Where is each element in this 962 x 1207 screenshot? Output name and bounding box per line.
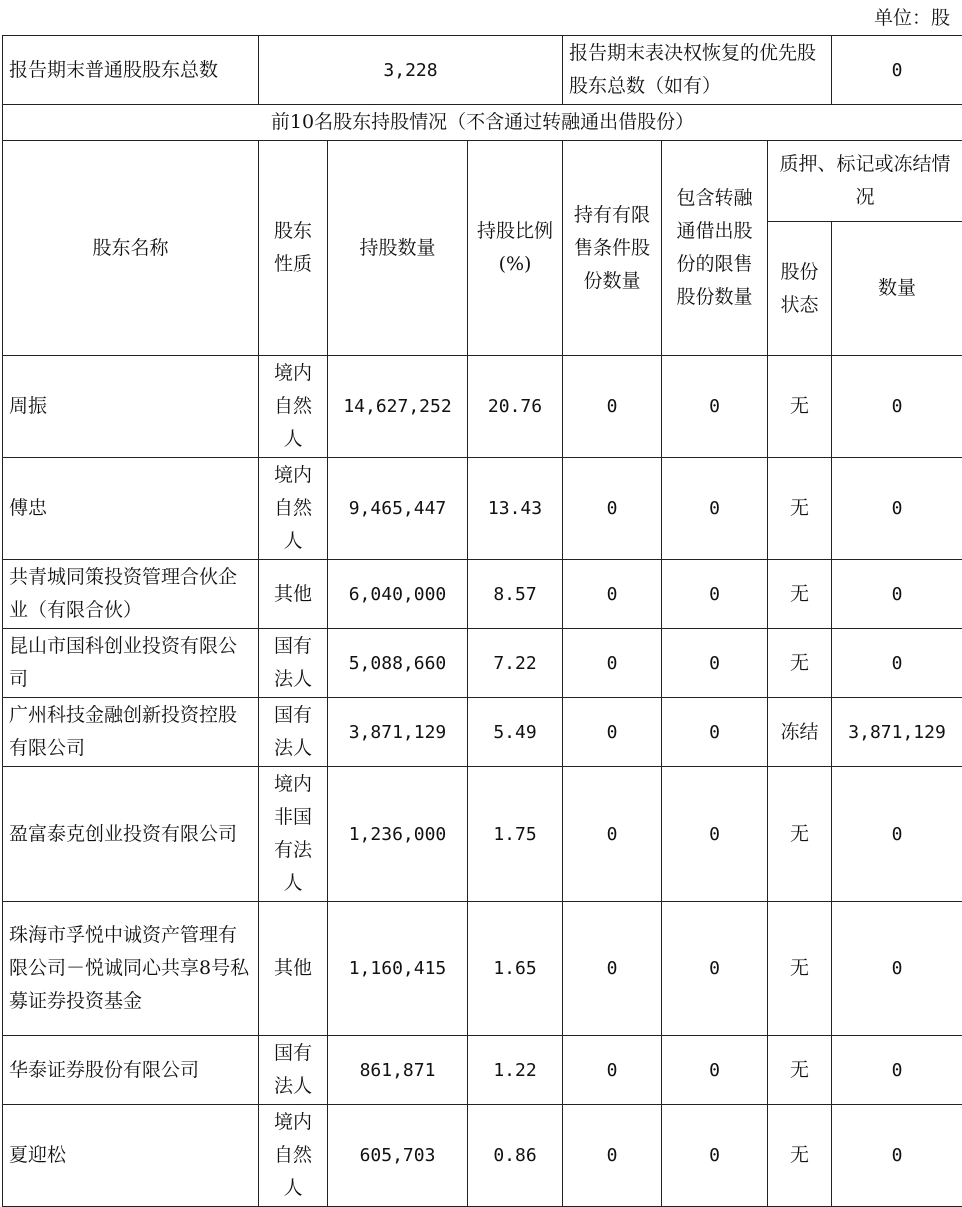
share-quantity: 6,040,000 xyxy=(328,560,468,629)
share-quantity: 861,871 xyxy=(328,1036,468,1105)
shareholder-nature: 国有法人 xyxy=(259,629,328,698)
restricted-shares: 0 xyxy=(563,356,662,458)
common-holders-label: 报告期末普通股股东总数 xyxy=(3,36,259,105)
restricted-shares: 0 xyxy=(563,1105,662,1207)
summary-row xyxy=(3,36,962,105)
lending-shares: 0 xyxy=(662,1036,768,1105)
pledge-quantity: 0 xyxy=(832,767,962,902)
shareholder-nature: 其他 xyxy=(259,902,328,1036)
restricted-shares: 0 xyxy=(563,698,662,767)
shareholder-name: 盈富泰克创业投资有限公司 xyxy=(3,767,259,902)
restricted-shares: 0 xyxy=(563,1036,662,1105)
pledge-status: 无 xyxy=(768,458,832,560)
lending-shares: 0 xyxy=(662,356,768,458)
shareholder-name: 珠海市孚悦中诚资产管理有限公司－悦诚同心共享8号私募证券投资基金 xyxy=(3,902,259,1036)
table-row xyxy=(3,629,962,698)
share-ratio: 1.75 xyxy=(468,767,563,902)
pledge-status: 无 xyxy=(768,356,832,458)
shareholder-name: 昆山市国科创业投资有限公司 xyxy=(3,629,259,698)
shareholder-nature: 境内自然人 xyxy=(259,458,328,560)
restricted-shares: 0 xyxy=(563,767,662,902)
table-row xyxy=(3,1036,962,1105)
table-row xyxy=(3,902,962,1036)
lending-shares: 0 xyxy=(662,698,768,767)
table-row xyxy=(3,560,962,629)
pledge-quantity: 0 xyxy=(832,356,962,458)
share-ratio: 7.22 xyxy=(468,629,563,698)
lending-shares: 0 xyxy=(662,1105,768,1207)
pledge-status: 无 xyxy=(768,767,832,902)
table-row xyxy=(3,698,962,767)
header-quantity: 持股数量 xyxy=(328,141,468,356)
restricted-shares: 0 xyxy=(563,902,662,1036)
restricted-shares: 0 xyxy=(563,560,662,629)
header-pledge-qty: 数量 xyxy=(832,222,962,356)
share-ratio: 1.22 xyxy=(468,1036,563,1105)
pledge-status: 无 xyxy=(768,629,832,698)
share-quantity: 5,088,660 xyxy=(328,629,468,698)
share-quantity: 3,871,129 xyxy=(328,698,468,767)
common-holders-value: 3,228 xyxy=(259,36,563,105)
share-quantity: 1,160,415 xyxy=(328,902,468,1036)
shareholder-name: 傅忠 xyxy=(3,458,259,560)
pledge-quantity: 3,871,129 xyxy=(832,698,962,767)
share-ratio: 0.86 xyxy=(468,1105,563,1207)
shareholder-nature: 国有法人 xyxy=(259,698,328,767)
table-row xyxy=(3,767,962,902)
table-row xyxy=(3,458,962,560)
header-lending: 包含转融通借出股份的限售股份数量 xyxy=(662,141,768,356)
header-restricted: 持有有限售条件股份数量 xyxy=(563,141,662,356)
shareholder-name: 广州科技金融创新投资控股有限公司 xyxy=(3,698,259,767)
share-quantity: 9,465,447 xyxy=(328,458,468,560)
share-ratio: 5.49 xyxy=(468,698,563,767)
header-pledge-group: 质押、标记或冻结情况 xyxy=(768,141,962,222)
section-title: 前10名股东持股情况（不含通过转融通出借股份） xyxy=(3,105,962,141)
lending-shares: 0 xyxy=(662,629,768,698)
pledge-quantity: 0 xyxy=(832,458,962,560)
shareholder-nature: 境内非国有法人 xyxy=(259,767,328,902)
lending-shares: 0 xyxy=(662,767,768,902)
pledge-status: 无 xyxy=(768,902,832,1036)
table-row xyxy=(3,356,962,458)
lending-shares: 0 xyxy=(662,458,768,560)
share-quantity: 1,236,000 xyxy=(328,767,468,902)
pledge-quantity: 0 xyxy=(832,1105,962,1207)
header-name: 股东名称 xyxy=(3,141,259,356)
pledge-status: 无 xyxy=(768,1036,832,1105)
shareholder-name: 共青城同策投资管理合伙企业（有限合伙） xyxy=(3,560,259,629)
pledge-quantity: 0 xyxy=(832,902,962,1036)
header-nature: 股东性质 xyxy=(259,141,328,356)
lending-shares: 0 xyxy=(662,902,768,1036)
share-quantity: 605,703 xyxy=(328,1105,468,1207)
shareholder-name: 周振 xyxy=(3,356,259,458)
lending-shares: 0 xyxy=(662,560,768,629)
pledge-status: 无 xyxy=(768,1105,832,1207)
shareholder-name: 夏迎松 xyxy=(3,1105,259,1207)
pledge-status: 冻结 xyxy=(768,698,832,767)
share-ratio: 20.76 xyxy=(468,356,563,458)
table-row xyxy=(3,1105,962,1207)
share-ratio: 13.43 xyxy=(468,458,563,560)
share-ratio: 8.57 xyxy=(468,560,563,629)
shareholder-nature: 境内自然人 xyxy=(259,356,328,458)
shareholder-name: 华泰证券股份有限公司 xyxy=(3,1036,259,1105)
preferred-holders-label: 报告期末表决权恢复的优先股股东总数（如有） xyxy=(563,36,832,105)
restricted-shares: 0 xyxy=(563,629,662,698)
header-ratio: 持股比例(%) xyxy=(468,141,563,356)
header-pledge-status: 股份状态 xyxy=(768,222,832,356)
shareholder-nature: 境内自然人 xyxy=(259,1105,328,1207)
shareholder-table xyxy=(2,35,962,1207)
shareholder-nature: 国有法人 xyxy=(259,1036,328,1105)
pledge-status: 无 xyxy=(768,560,832,629)
pledge-quantity: 0 xyxy=(832,560,962,629)
restricted-shares: 0 xyxy=(563,458,662,560)
preferred-holders-value: 0 xyxy=(832,36,962,105)
pledge-quantity: 0 xyxy=(832,629,962,698)
section-title-row xyxy=(3,105,962,141)
unit-label: 单位：股 xyxy=(874,6,950,30)
shareholder-nature: 其他 xyxy=(259,560,328,629)
pledge-quantity: 0 xyxy=(832,1036,962,1105)
share-quantity: 14,627,252 xyxy=(328,356,468,458)
header-row-1 xyxy=(3,141,962,222)
share-ratio: 1.65 xyxy=(468,902,563,1036)
